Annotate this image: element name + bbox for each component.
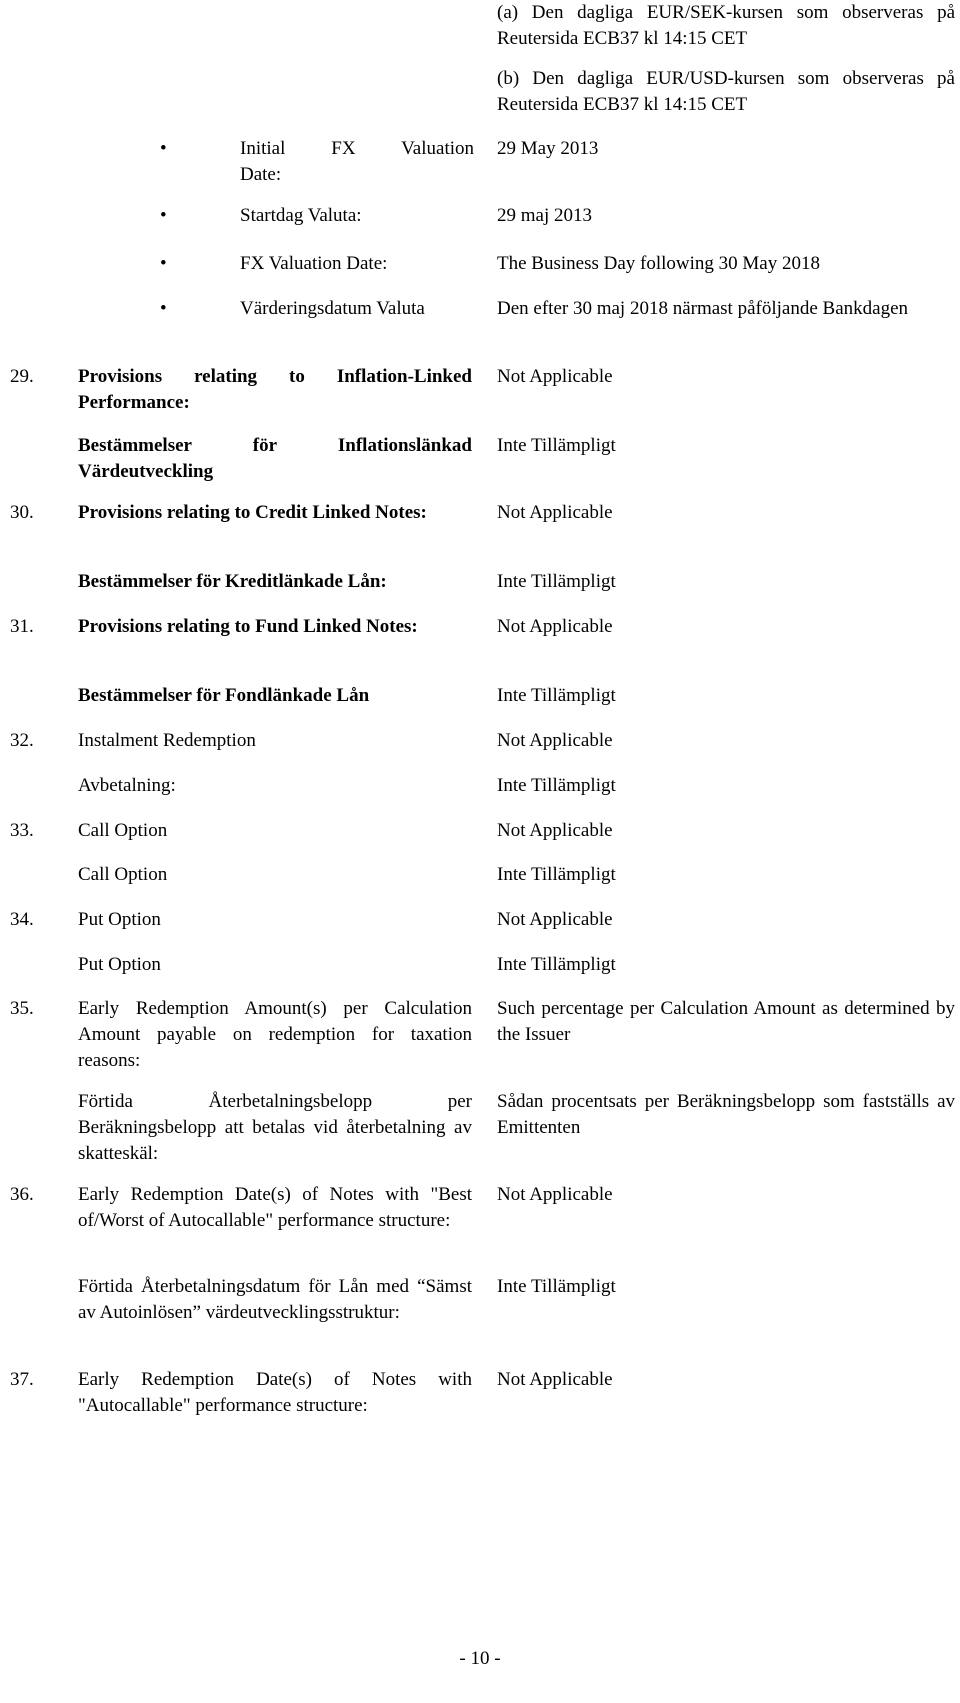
item-sub-value: Sådan procentsats per Beräkningsbelopp som fastställs av Emittenten: [497, 1091, 955, 1138]
item-sub-label: Förtida Återbetalningsbelopp per Beräkningsbelopp att betalas vid återbetalning av skatteskäl:: [78, 1091, 472, 1164]
item-sub-value: Inte Tillämpligt: [497, 1276, 616, 1297]
item-number: 34.: [10, 909, 34, 930]
item-value: Not Applicable: [497, 909, 613, 930]
fx-source-a-text: (a) Den dagliga EUR/SEK-kursen som observeras på Reutersida ECB37 kl 14:15 CET: [497, 2, 955, 49]
item-label: Provisions relating to Fund Linked Notes:: [78, 616, 418, 637]
item-label: Early Redemption Date(s) of Notes with "Best of/Worst of Autocallable" performance structure:: [78, 1184, 472, 1231]
item-number: 37.: [10, 1369, 34, 1390]
bullet-value: Den efter 30 maj 2018 närmast påföljande Bankdagen: [497, 298, 908, 319]
fx-source-b-text: (b) Den dagliga EUR/USD-kursen som observeras på Reutersida ECB37 kl 14:15 CET: [497, 68, 955, 115]
bullet-icon: •: [160, 205, 167, 226]
bullet-label-line2: Date:: [240, 164, 282, 185]
item-sub-label: Put Option: [78, 954, 161, 975]
bullet-value: The Business Day following 30 May 2018: [497, 253, 820, 274]
item-number: 29.: [10, 366, 34, 387]
bullet-label-line1: Initial FX Valuation: [240, 138, 474, 159]
item-value: Not Applicable: [497, 820, 613, 841]
item-label: Put Option: [78, 909, 161, 930]
item-label: Early Redemption Date(s) of Notes with "Autocallable" performance structure:: [78, 1369, 472, 1416]
item-number: 30.: [10, 502, 34, 523]
item-sub-value: Inte Tillämpligt: [497, 571, 616, 592]
item-sub-label: Call Option: [78, 864, 168, 885]
item-value: Not Applicable: [497, 616, 613, 637]
item-sub-value: Inte Tillämpligt: [497, 864, 616, 885]
bullet-label: FX Valuation Date:: [240, 253, 388, 274]
item-sub-value: Inte Tillämpligt: [497, 435, 616, 456]
item-number: 31.: [10, 616, 34, 637]
item-sub-value: Inte Tillämpligt: [497, 775, 616, 796]
item-number: 33.: [10, 820, 34, 841]
item-value: Not Applicable: [497, 730, 613, 751]
bullet-value: 29 May 2013: [497, 138, 599, 159]
item-value: Not Applicable: [497, 366, 613, 387]
bullet-label: Värderingsdatum Valuta: [240, 298, 425, 319]
bullet-icon: •: [160, 298, 167, 319]
item-sub-value: Inte Tillämpligt: [497, 954, 616, 975]
item-value: Not Applicable: [497, 502, 613, 523]
bullet-value: 29 maj 2013: [497, 205, 592, 226]
item-label: Provisions relating to Credit Linked Notes:: [78, 502, 427, 523]
item-sub-label: Avbetalning:: [78, 775, 176, 796]
item-value: Such percentage per Calculation Amount as determined by the Issuer: [497, 998, 955, 1045]
item-sub-label: Bestämmelser för Kreditlänkade Lån:: [78, 571, 387, 592]
item-label: Instalment Redemption: [78, 730, 256, 751]
page-number: - 10 -: [459, 1648, 501, 1669]
item-sub-value: Inte Tillämpligt: [497, 685, 616, 706]
item-label: Call Option: [78, 820, 168, 841]
item-sub-label: Bestämmelser för Inflationslänkad Värdeutveckling: [78, 435, 472, 482]
item-number: 36.: [10, 1184, 34, 1205]
bullet-label: Startdag Valuta:: [240, 205, 362, 226]
item-label: Early Redemption Amount(s) per Calculation Amount payable on redemption for taxation reasons:: [78, 998, 472, 1071]
item-number: 35.: [10, 998, 34, 1019]
item-sub-label: Bestämmelser för Fondlänkade Lån: [78, 685, 370, 706]
bullet-icon: •: [160, 138, 167, 159]
item-sub-label: Förtida Återbetalningsdatum för Lån med “Sämst av Autoinlösen” värdeutvecklingsstruktur:: [78, 1276, 472, 1323]
bullet-icon: •: [160, 253, 167, 274]
item-value: Not Applicable: [497, 1369, 613, 1390]
item-number: 32.: [10, 730, 34, 751]
item-label: Provisions relating to Inflation-Linked Performance:: [78, 366, 472, 413]
item-value: Not Applicable: [497, 1184, 613, 1205]
